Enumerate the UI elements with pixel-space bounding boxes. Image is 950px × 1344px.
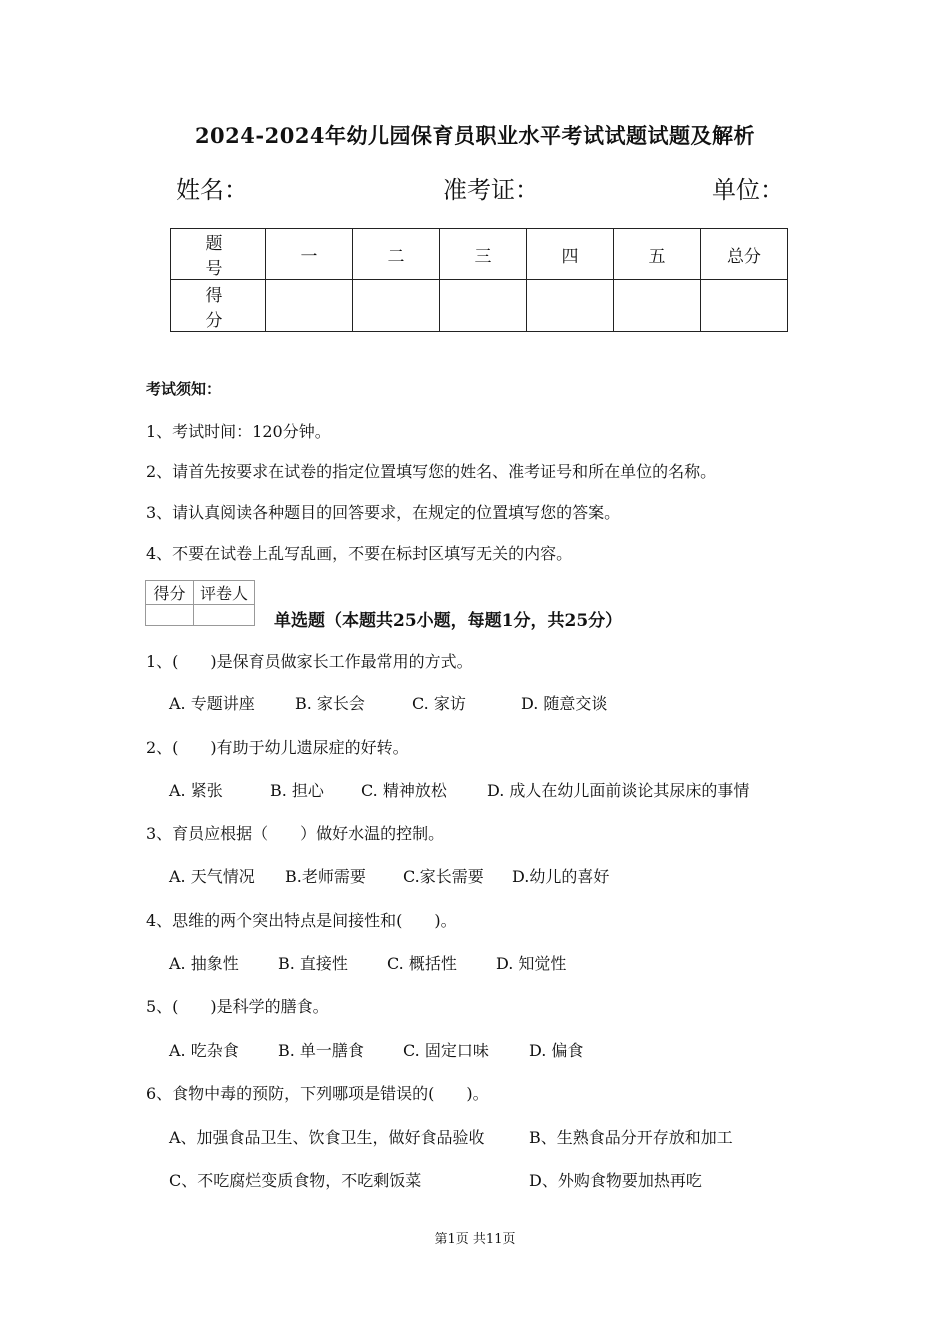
question-option: B. 单一膳食 [278,1041,364,1060]
score-table [170,228,788,332]
score-cell [701,280,788,332]
notice-item: 1、考试时间：120分钟。 [146,422,331,441]
score-cell [353,280,440,332]
page-footer: 第1页 共11页 [434,1232,516,1247]
grader-name-cell [194,605,255,626]
question-option: C.家长需要 [403,867,484,886]
question-option: C、不吃腐烂变质食物，不吃剩饭菜 [169,1171,422,1190]
question-option: C. 固定口味 [403,1041,489,1060]
question-option: A、加强食品卫生、饮食卫生，做好食品验收 [169,1128,485,1147]
score-table-header-row [171,229,788,280]
question-option: D. 偏食 [529,1041,584,1060]
document-title: 2024-2024年幼儿园保育员职业水平考试试题试题及解析 [194,123,756,148]
question-option: D. 随意交谈 [521,694,608,713]
question-option: D. 知觉性 [496,954,567,973]
question-option: A. 紧张 [169,781,223,800]
question-stem: 3、育员应根据（ ）做好水温的控制。 [146,824,445,843]
notice-item: 2、请首先按要求在试卷的指定位置填写您的姓名、准考证号和所在单位的名称。 [146,462,717,481]
question-option: A. 天气情况 [169,867,255,886]
question-option: C. 精神放松 [361,781,447,800]
exam-id-field-label: 准考证： [443,176,539,204]
grader-score-cell [146,605,194,626]
question-option: D.幼儿的喜好 [512,867,610,886]
score-table-header-cell: 三 [440,229,527,280]
question-stem: 1、( )是保育员做家长工作最常用的方式。 [146,652,473,671]
question-option: B. 担心 [270,781,324,800]
question-option: D、外购食物要加热再吃 [529,1171,702,1190]
name-field-label: 姓名： [176,176,248,204]
score-table-header-cell: 题 号 [171,229,266,280]
score-table-header-cell: 四 [527,229,614,280]
question-option: A. 吃杂食 [169,1041,239,1060]
question-option: A. 专题讲座 [169,694,255,713]
question-stem: 6、食物中毒的预防，下列哪项是错误的( )。 [146,1084,489,1103]
question-stem: 5、( )是科学的膳食。 [146,997,329,1016]
question-stem: 2、( )有助于幼儿遗尿症的好转。 [146,738,409,757]
score-table-header-cell: 二 [353,229,440,280]
score-table-header-cell: 一 [266,229,353,280]
notice-item: 4、不要在试卷上乱写乱画，不要在标封区填写无关的内容。 [146,544,573,563]
question-stem: 4、思维的两个突出特点是间接性和( )。 [146,911,457,930]
notice-item: 3、请认真阅读各种题目的回答要求，在规定的位置填写您的答案。 [146,503,621,522]
grader-table [145,580,255,626]
question-option: C. 家访 [412,694,466,713]
score-cell [614,280,701,332]
question-option: B、生熟食品分开存放和加工 [529,1128,733,1147]
question-option: C. 概括性 [387,954,457,973]
question-option: D. 成人在幼儿面前谈论其尿床的事情 [487,781,750,800]
score-cell [527,280,614,332]
score-table-header-cell: 总分 [701,229,788,280]
unit-field-label: 单位： [712,176,784,204]
notice-title: 考试须知： [146,380,222,398]
question-option: B.老师需要 [285,867,366,886]
score-table-score-row [171,280,788,332]
grader-table-grader-label: 评卷人 [194,581,255,605]
question-option: A. 抽象性 [169,954,239,973]
score-cell [440,280,527,332]
score-cell [266,280,353,332]
score-table-row-label: 得 分 [171,280,266,332]
question-option: B. 家长会 [295,694,365,713]
grader-table-score-label: 得分 [146,581,194,605]
question-option: B. 直接性 [278,954,348,973]
section-title: 单选题（本题共25小题，每题1分，共25分） [274,611,623,631]
score-table-header-cell: 五 [614,229,701,280]
